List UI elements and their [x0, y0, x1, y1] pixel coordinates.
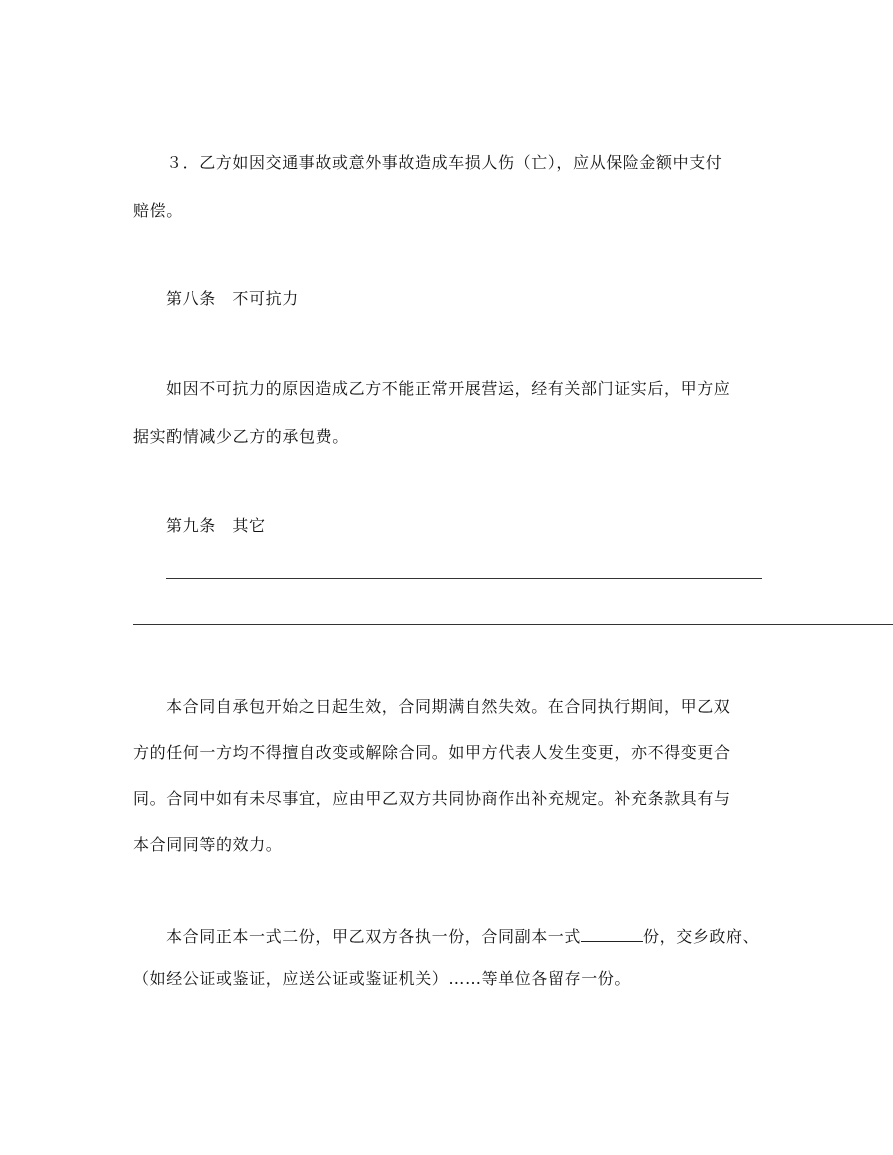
fill-in-line-long — [133, 624, 893, 625]
para2-text-after-blank: 份，交乡政府、 — [643, 927, 760, 946]
clause8-body-line1: 如因不可抗力的原因造成乙方不能正常开展营运，经有关部门证实后，甲方应 — [166, 379, 731, 398]
clause9-para1-line1: 本合同自承包开始之日起生效，合同期满自然失效。在合同执行期间，甲乙双 — [166, 697, 731, 716]
clause9-para1-line3: 同。合同中如有未尽事宜，应由甲乙双方共同协商作出补充规定。补充条款具有与 — [133, 789, 731, 808]
clause9-para1-line2: 方的任何一方均不得擅自改变或解除合同。如甲方代表人发生变更，亦不得变更合 — [133, 743, 731, 762]
copies-blank — [581, 925, 643, 942]
clause7-item3-line2: 赔偿。 — [133, 201, 183, 220]
clause9-para2-line2: （如经公证或鉴证，应送公证或鉴证机关）……等单位各留存一份。 — [133, 969, 632, 988]
clause9-para1-line4: 本合同同等的效力。 — [133, 835, 283, 854]
clause7-item3-line1: ３．乙方如因交通事故或意外事故造成车损人伤（亡），应从保险金额中支付 — [166, 153, 723, 172]
clause9-heading: 第九条 其它 — [166, 516, 266, 535]
clause9-para2-line1 — [166, 925, 759, 947]
para2-text-before-blank: 本合同正本一式二份，甲乙双方各执一份，合同副本一式 — [166, 927, 582, 946]
clause8-heading: 第八条 不可抗力 — [166, 289, 299, 308]
fill-in-line-short — [166, 578, 762, 579]
clause8-body-line2: 据实酌情减少乙方的承包费。 — [133, 427, 349, 446]
